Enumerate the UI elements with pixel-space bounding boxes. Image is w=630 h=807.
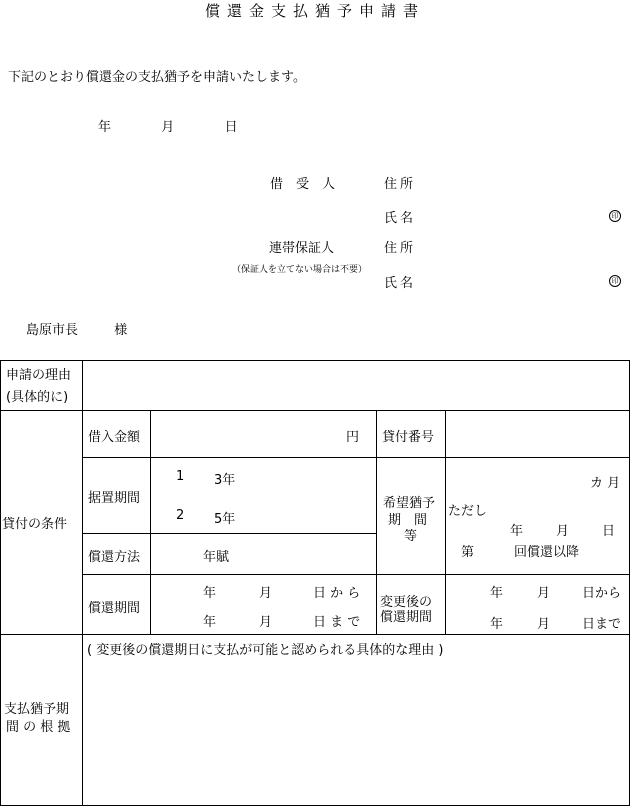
row-divider-deferral (82, 533, 376, 534)
yen-unit: 円 (346, 430, 360, 445)
middle-column-divider (376, 410, 377, 634)
months-unit: カ 月 (590, 476, 621, 491)
repayment-until-month: 月 (259, 615, 273, 630)
basis-note: ( 変更後の償還期日に支払が可能と認められる具体的な理由 ) (87, 643, 444, 658)
loan-amount-label: 借入金額 (88, 430, 141, 445)
repayment-from-month: 月 (259, 586, 273, 601)
deferral-option1-value: 3年 (214, 473, 236, 488)
reason-label-line1: 申請の理由 (6, 368, 72, 383)
table-border-left (0, 360, 1, 806)
desired-day-label: 日 (602, 524, 616, 539)
borrower-name-label: 氏名 (384, 211, 417, 226)
sublabel-column-divider (150, 410, 151, 634)
changed-period-label-line1: 変更後の (380, 595, 433, 610)
row-divider-conditions (0, 634, 630, 635)
changed-from-day: 日から (582, 586, 622, 601)
repayment-until-year: 年 (203, 615, 217, 630)
nth-repayment-label: 回償還以降 (514, 545, 580, 560)
addressee-honorific: 様 (114, 323, 128, 338)
application-table (0, 360, 630, 806)
changed-until-year: 年 (490, 617, 504, 632)
tadashi-label: ただし (448, 504, 488, 519)
desired-year-label: 年 (510, 524, 524, 539)
date-year-label: 年 (98, 120, 112, 135)
loan-number-label: 貸付番号 (382, 430, 435, 445)
desired-deferral-label-line2: 期 間 (388, 513, 428, 528)
conditions-label: 貸付の条件 (2, 517, 68, 532)
right-label-column-divider (445, 410, 446, 634)
deferral-option2-number: 2 (176, 508, 185, 523)
repayment-method-label: 償還方法 (88, 550, 141, 565)
intro-text: 下記のとおり償還金の支払猶予を申請いたします。 (8, 70, 306, 85)
addressee (26, 319, 127, 338)
repayment-period-label: 償還期間 (88, 601, 141, 616)
guarantor-name-label: 氏名 (384, 276, 417, 291)
borrower-seal-mark: 印 (609, 210, 621, 222)
nth-prefix-label: 第 (461, 545, 475, 560)
row-divider-loan-amount (82, 457, 630, 458)
changed-from-month: 月 (537, 586, 551, 601)
page-title: 償還金支払猶予申請書 (204, 2, 425, 20)
borrower-label: 借 受 人 (270, 177, 336, 192)
reason-label-line2: (具体的に) (6, 390, 69, 405)
table-border-bottom (0, 805, 630, 806)
table-border-top (0, 360, 630, 361)
label-column-divider (82, 360, 83, 806)
row-divider-reason (0, 410, 630, 411)
basis-label-line1: 支払猶予期 (4, 702, 70, 717)
row-divider-repayment-method (82, 574, 630, 575)
changed-from-year: 年 (490, 586, 504, 601)
guarantor-address-label: 住所 (384, 241, 417, 256)
repayment-from-day: 日 か ら (313, 586, 361, 601)
date-month-label: 月 (161, 120, 175, 135)
guarantor-note: （保証人を立てない場合は不要） (232, 265, 368, 275)
desired-deferral-label-line3: 等 (404, 529, 418, 544)
guarantor-label: 連帯保証人 (269, 241, 335, 256)
changed-period-label-line2: 償還期間 (380, 610, 433, 625)
desired-deferral-label-line1: 希望猶予 (383, 496, 436, 511)
repayment-from-year: 年 (203, 586, 217, 601)
desired-month-label: 月 (556, 524, 570, 539)
changed-until-day: 日まで (582, 617, 622, 632)
borrower-address-label: 住所 (384, 177, 417, 192)
repayment-until-day: 日 ま で (313, 615, 361, 630)
application-date (98, 116, 238, 135)
date-day-label: 日 (224, 120, 238, 135)
basis-label-line2: 間 の 根 拠 (6, 720, 71, 735)
deferral-period-label: 据置期間 (88, 491, 141, 506)
addressee-city: 島原市長 (26, 323, 79, 338)
repayment-method-value: 年賦 (203, 550, 230, 565)
deferral-option2-value: 5年 (214, 512, 236, 527)
changed-until-month: 月 (537, 617, 551, 632)
guarantor-seal-mark: 印 (609, 275, 621, 287)
deferral-option1-number: 1 (176, 469, 185, 484)
